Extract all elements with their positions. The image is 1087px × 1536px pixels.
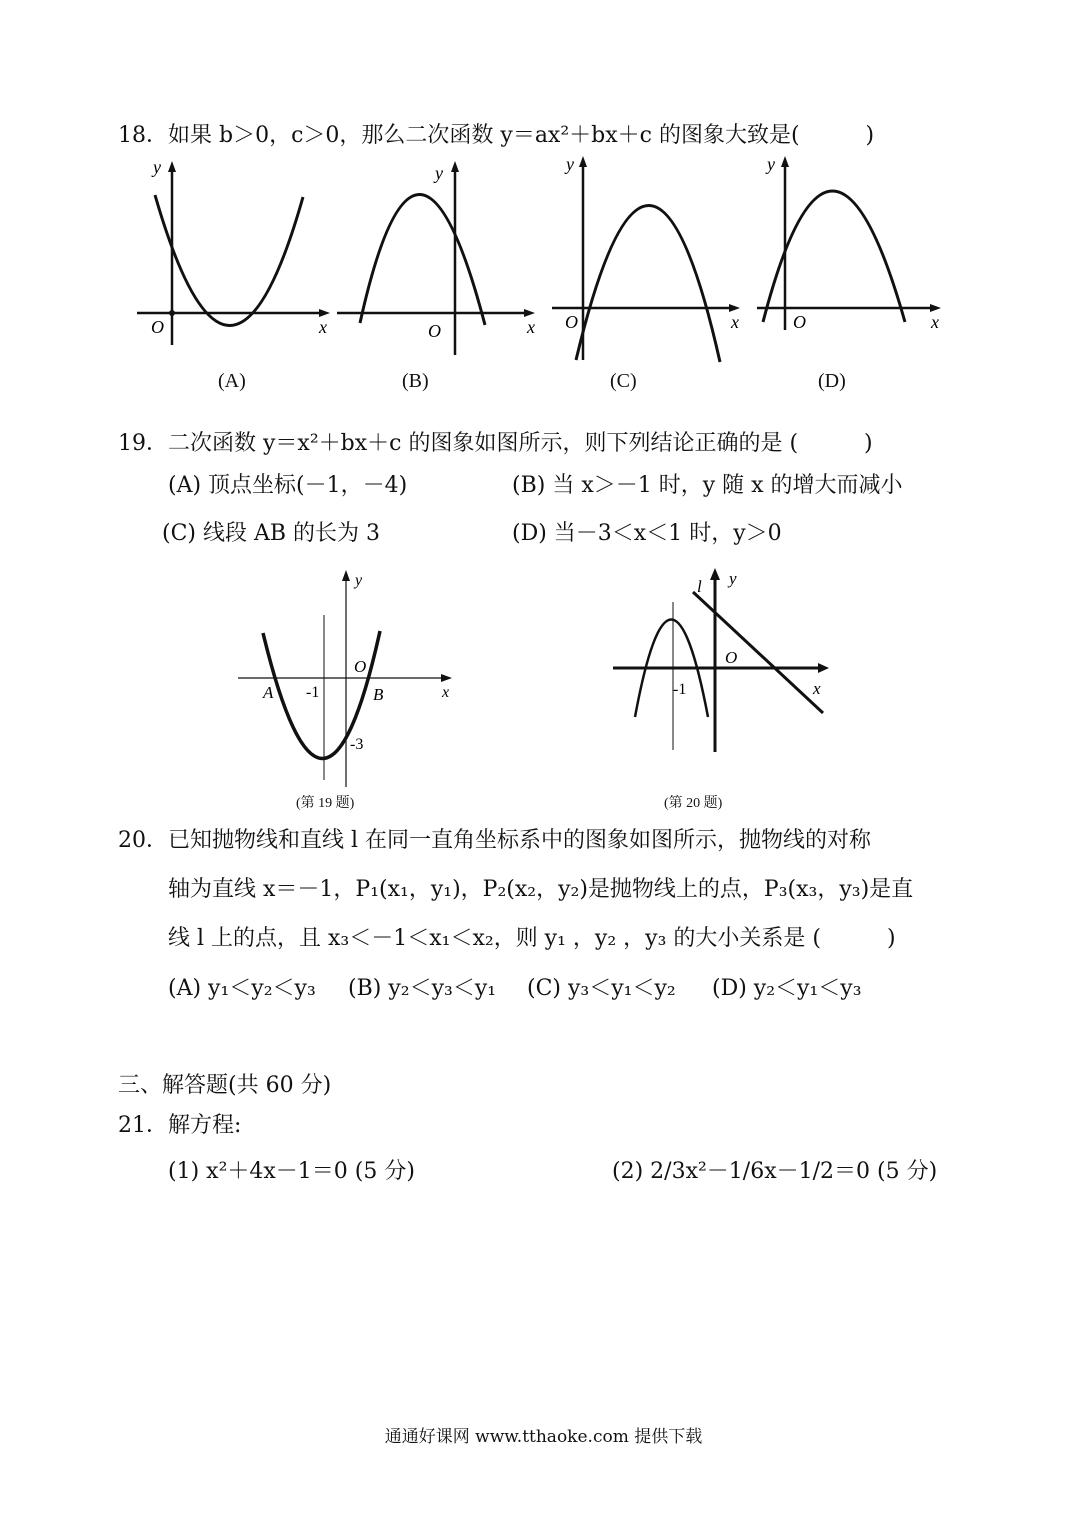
q20-option-d[interactable]: (D) y₂＜y₁＜y₃ xyxy=(712,976,862,1001)
q21-stem xyxy=(118,1112,241,1140)
q20-x-label: x xyxy=(813,679,821,698)
q18a-origin-label: O xyxy=(151,317,164,337)
q18-graph-c xyxy=(550,150,750,370)
q20-l-label: l xyxy=(697,577,702,596)
q18b-x-label: x xyxy=(527,317,535,337)
q18a-x-label: x xyxy=(319,317,327,337)
q20-figure-caption: (第 20 题) xyxy=(664,796,723,811)
q19-figure xyxy=(230,565,460,790)
q18-option-a[interactable]: (A) xyxy=(218,370,246,392)
q18c-y-label: y xyxy=(566,154,574,174)
q20-line3: 线 l 上的点，且 x₃＜－1＜x₁＜x₂，则 y₁ ，y₂ ，y₃ 的大小关系是 ( ) xyxy=(168,926,896,951)
q18-number: 18． xyxy=(118,123,168,148)
q21-part2: (2) 2/3x²－1/6x－1/2＝0 (5 分) xyxy=(612,1159,938,1184)
q19-y-label: y xyxy=(355,572,363,589)
q20-neg1-label: -1 xyxy=(673,681,687,698)
q19-stem xyxy=(118,430,873,458)
q19-option-c[interactable]: (C) 线段 AB 的长为 3 xyxy=(162,521,381,546)
q21-text: 解方程: xyxy=(168,1113,242,1138)
q18b-origin-label: O xyxy=(428,321,441,341)
q18-stem xyxy=(118,122,874,150)
q18a-y-label: y xyxy=(153,157,161,177)
q18c-x-label: x xyxy=(731,312,739,332)
q19-text: 二次函数 y＝x²＋bx＋c 的图象如图所示，则下列结论正确的是 ( ) xyxy=(168,431,873,456)
q18-graph-a xyxy=(135,155,335,355)
q20-line1-text: 已知抛物线和直线 l 在同一直角坐标系中的图象如图所示，抛物线的对称 xyxy=(168,828,872,853)
q18c-origin-label: O xyxy=(565,312,578,332)
q20-option-b[interactable]: (B) y₂＜y₃＜y₁ xyxy=(348,976,497,1001)
q19-number: 19． xyxy=(118,431,168,456)
page-footer: 通通好课网 www.tthaoke.com 提供下载 xyxy=(384,1427,703,1447)
q19-neg3-label: -3 xyxy=(350,736,364,753)
q19-option-a[interactable]: (A) 顶点坐标(－1，－4) xyxy=(168,473,408,498)
q18-option-b[interactable]: (B) xyxy=(402,370,429,392)
q20-y-label: y xyxy=(729,569,737,588)
q18b-y-label: y xyxy=(435,163,443,183)
q19-a-label: A xyxy=(263,683,274,702)
section3-title: 三、解答题(共 60 分) xyxy=(118,1073,332,1098)
q18-graph-b xyxy=(335,155,545,365)
q20-option-a[interactable]: (A) y₁＜y₂＜y₃ xyxy=(168,976,316,1001)
q20-line2: 轴为直线 x＝－1，P₁(x₁，y₁)，P₂(x₂，y₂)是抛物线上的点，P₃(x₃，y₃)是直 xyxy=(168,877,914,902)
q18d-x-label: x xyxy=(931,312,939,332)
q20-line1 xyxy=(118,827,871,855)
q19-figure-caption: (第 19 题) xyxy=(296,796,355,811)
q18d-y-label: y xyxy=(767,154,775,174)
q19-option-d[interactable]: (D) 当－3＜x＜1 时，y＞0 xyxy=(512,521,782,546)
q19-neg1-label: -1 xyxy=(306,684,320,701)
q18-graph-d xyxy=(755,150,955,350)
q18-option-c[interactable]: (C) xyxy=(610,370,637,392)
q19-origin-label: O xyxy=(354,657,367,676)
q20-figure xyxy=(605,562,840,792)
q18d-origin-label: O xyxy=(793,312,806,332)
q21-part1: (1) x²＋4x－1＝0 (5 分) xyxy=(168,1159,415,1184)
q19-b-label: B xyxy=(373,685,384,704)
q20-origin-label: O xyxy=(725,648,738,667)
q20-option-c[interactable]: (C) y₃＜y₁＜y₂ xyxy=(527,976,676,1001)
q20-number: 20． xyxy=(118,828,168,853)
q19-option-b[interactable]: (B) 当 x＞－1 时，y 随 x 的增大而减小 xyxy=(512,473,903,498)
q18-text: 如果 b＞0，c＞0，那么二次函数 y＝ax²＋bx＋c 的图象大致是( ) xyxy=(168,123,875,148)
q21-number: 21． xyxy=(118,1113,168,1138)
q19-x-label: x xyxy=(442,684,450,701)
q18-option-d[interactable]: (D) xyxy=(818,370,846,392)
